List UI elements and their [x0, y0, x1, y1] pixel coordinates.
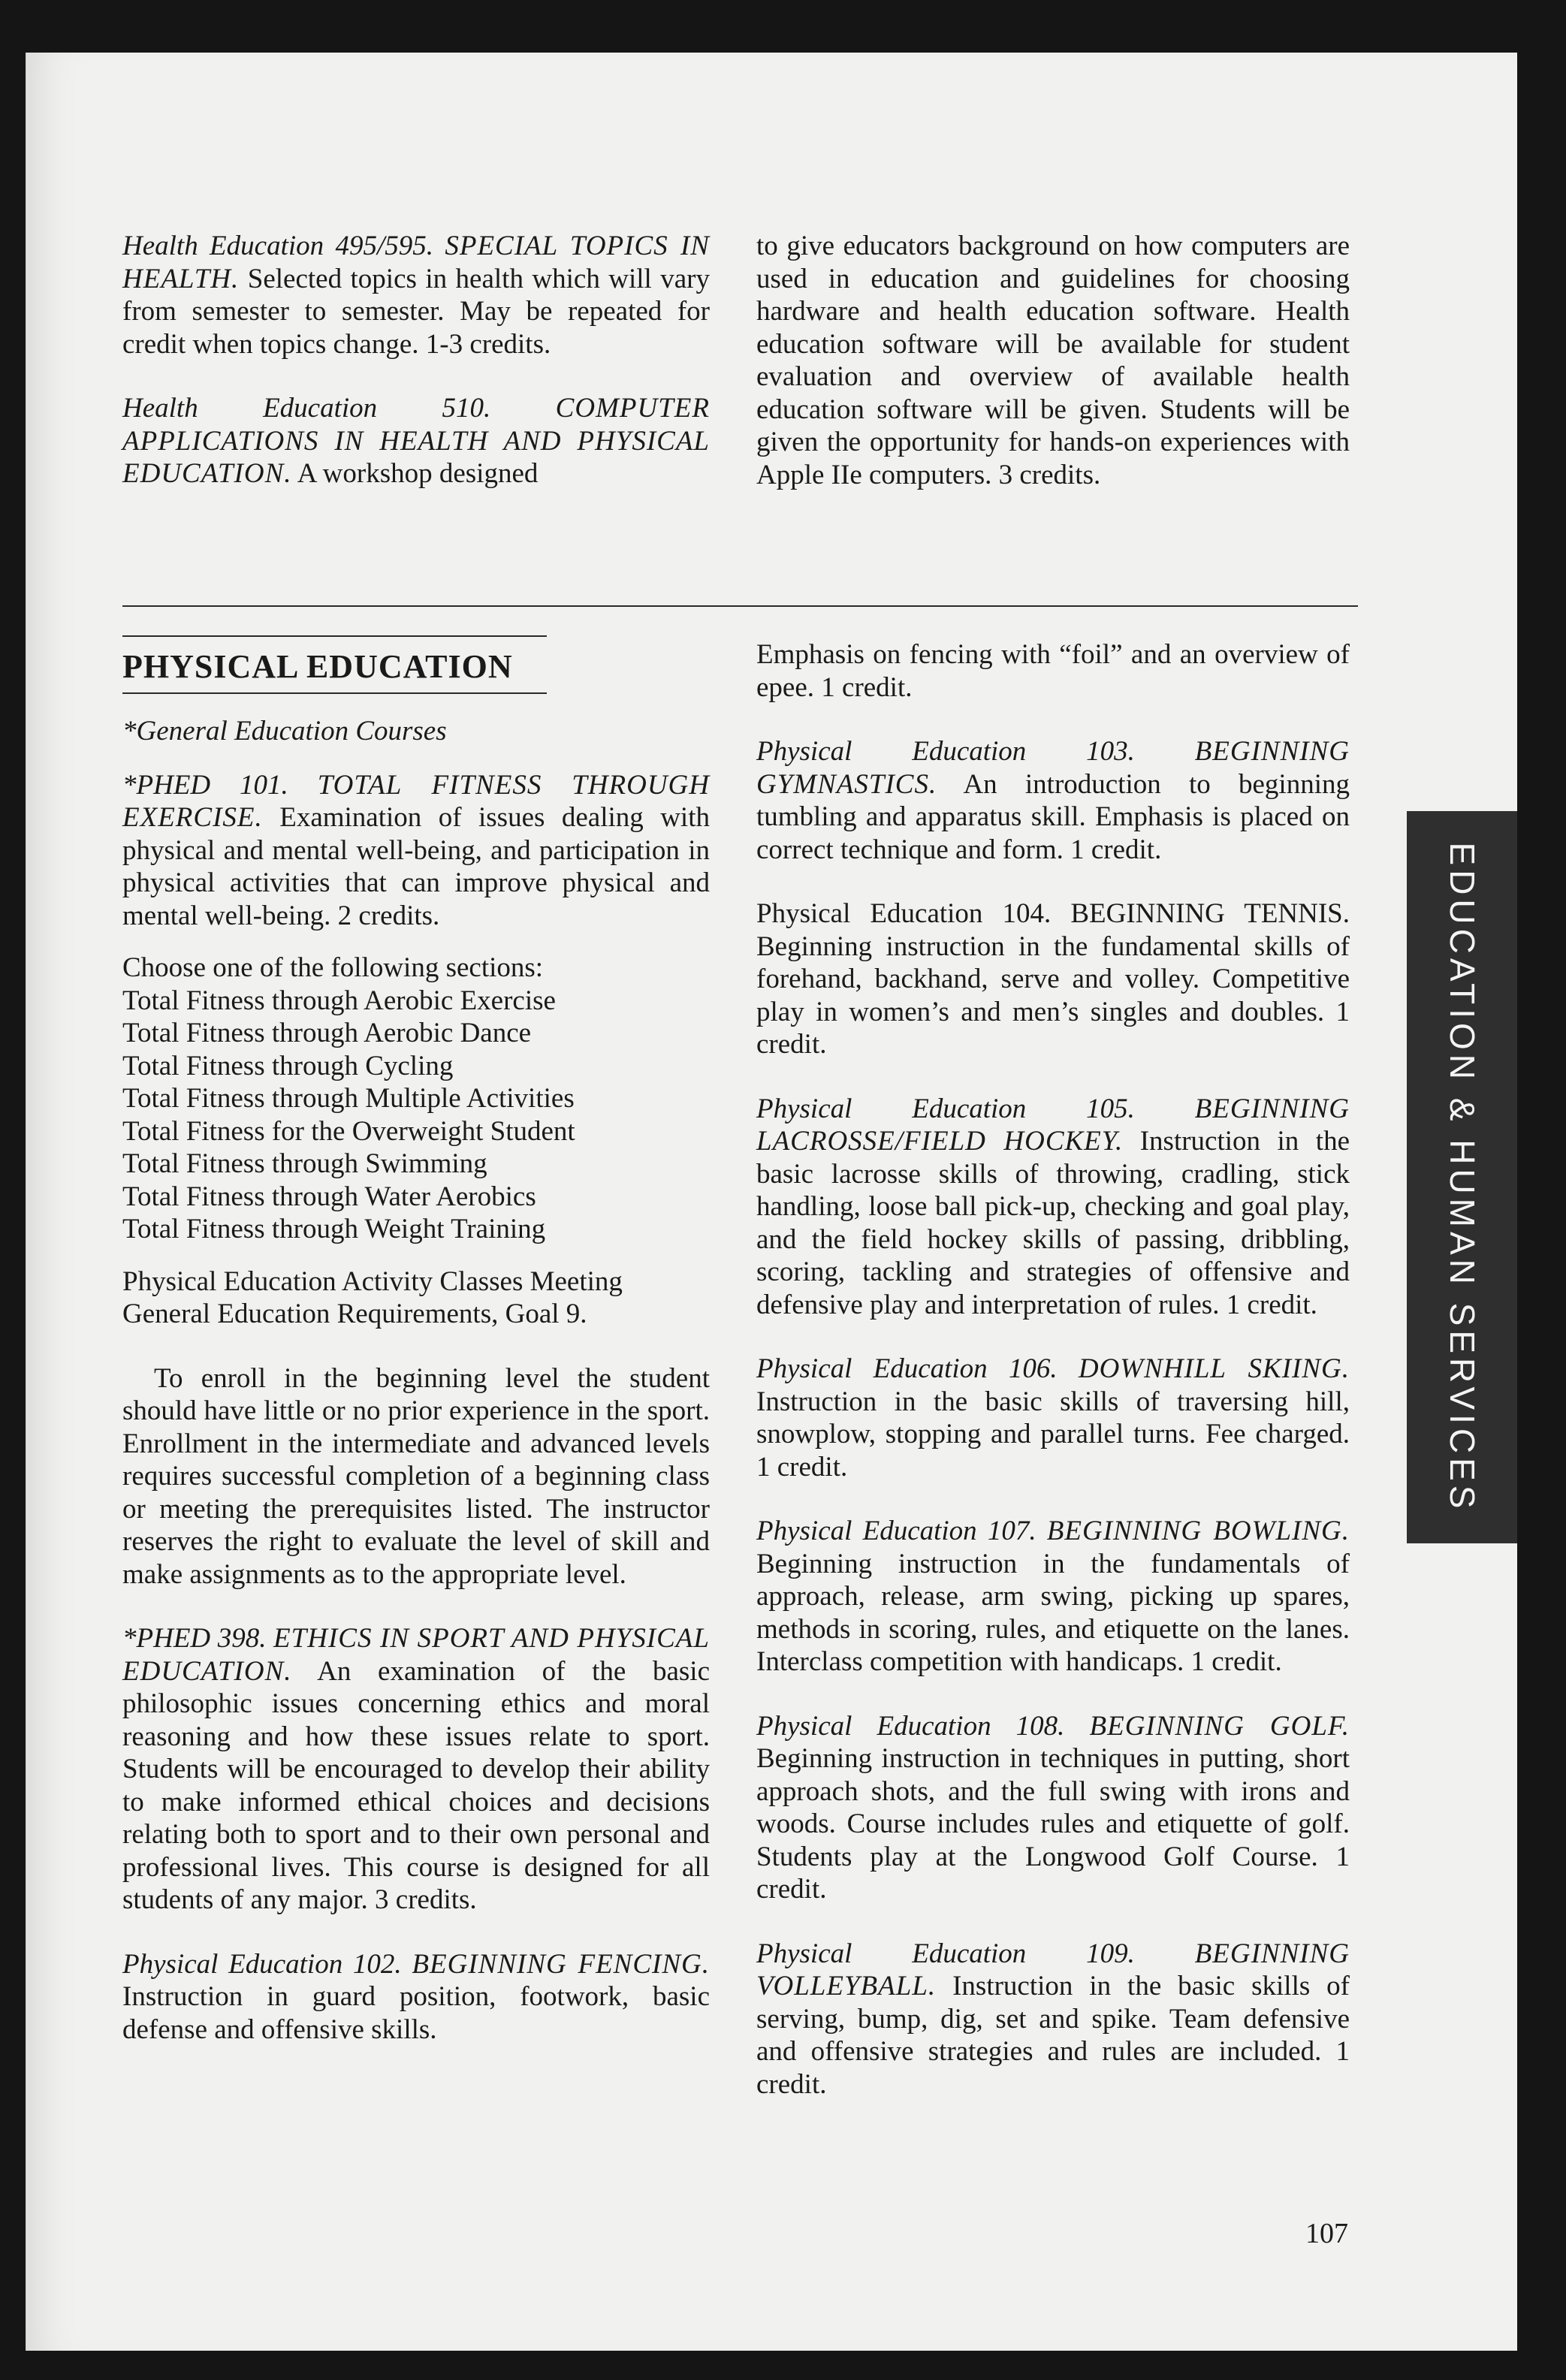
section-title: PHYSICAL EDUCATION	[122, 648, 513, 685]
course-number: Physical Education 106.	[756, 1353, 1058, 1384]
list-item: Total Fitness through Water Aerobics	[122, 1181, 536, 1212]
course-number: Physical Education 107.	[756, 1516, 1036, 1546]
course-title: BEGINNING GYMNASTICS.	[756, 736, 1350, 800]
course-title: TOTAL FITNESS THROUGH EXERCISE.	[122, 769, 710, 833]
course-entry-pe-108	[756, 1710, 1350, 1906]
course-title: DOWNHILL SKIING.	[1078, 1353, 1350, 1384]
course-entry-phed-398	[122, 1622, 710, 1917]
course-entry-pe-106	[756, 1353, 1350, 1483]
list-item: Total Fitness through Aerobic Exercise	[122, 985, 556, 1016]
course-number: Physical Education 102.	[122, 1948, 402, 1980]
list-item: Total Fitness for the Overweight Student	[122, 1115, 575, 1147]
course-number: Health Education 510.	[122, 393, 491, 424]
course-title: BEGINNING FENCING.	[412, 1948, 710, 1980]
course-entry-pe-105	[756, 1093, 1350, 1322]
bottom-left-column	[122, 605, 710, 2046]
course-entry-pe-107	[756, 1515, 1350, 1679]
top-left-column	[122, 230, 710, 522]
enrollment-note: To enroll in the beginning level the student should have little or no prior experience in the sport. Enrollment in the intermediate and advanced levels requires successful completion of a beginning class or meeting the prerequisites listed. The instructor reserves the right to evaluate the level of skill and make assignments as to the appropriate level.	[122, 1362, 710, 1590]
course-description: Examination of issues dealing with physical and mental well-being, and participation in physical activities that can improve physical and mental well-being. 2 credits.	[122, 802, 710, 931]
course-entry-hed-495	[122, 230, 710, 360]
course-description: An examination of the basic philosophic issues concerning ethics and moral reasoning and how these issues relate to sport. Students will be encouraged to develop their ability to make informed ethical choices and decisions relating both to sport and to their own personal and professional lives. This course is designed for all students of any major. 3 credits.	[122, 1655, 710, 1915]
heading-rule-bottom	[122, 692, 547, 694]
course-title: BEGINNING GOLF.	[1089, 1710, 1350, 1742]
course-number: *PHED 398.	[122, 1623, 267, 1654]
course-number: Health Education 495/595.	[122, 231, 434, 261]
course-number: Physical Education 109.	[756, 1938, 1135, 1969]
course-description: Beginning instruction in the fundamentals of approach, release, arm swing, picking up spares, methods in scoring, rules, and etiquette on the lanes. Interclass competition with handicaps. 1 credit.	[756, 1548, 1350, 1677]
section-options	[122, 952, 710, 1246]
list-item: Total Fitness through Cycling	[122, 1050, 454, 1081]
list-item: Total Fitness through Weight Training	[122, 1214, 546, 1244]
course-title: BEGINNING VOLLEYBALL.	[756, 1938, 1350, 2001]
course-description: Instruction in the basic skills of traversing hill, snowplow, stopping and parallel turns. Fee charged. 1 credit.	[756, 1386, 1350, 1483]
course-title: SPECIAL TOPICS IN HEALTH.	[122, 231, 710, 294]
course-number: Physical Education 105.	[756, 1093, 1135, 1124]
course-description: to give educators background on how computers are used in education and guidelines for choosing hardware and health education software. Health education software will be available for student evaluation and overview of available health education software will be given. Students will be given the opportunity for hands-on experiences with Apple IIe computers. 3 credits.	[756, 231, 1350, 490]
top-right-column	[756, 230, 1350, 523]
course-description: Selected topics in health which will vary from semester to semester. May be repeated for credit when topics change. 1-3 credits.	[122, 263, 710, 360]
list-item: Total Fitness through Swimming	[122, 1148, 487, 1179]
catalog-page	[26, 53, 1517, 2351]
course-entry-hed-510	[122, 392, 710, 490]
list-item: Total Fitness through Multiple Activities	[122, 1083, 575, 1114]
section-side-tab	[1407, 811, 1517, 1543]
course-title: ETHICS IN SPORT AND PHYSICAL EDUCATION.	[122, 1623, 710, 1687]
course-description: Beginning instruction in the fundamental skills of forehand, backhand, serve and volley. Competitive play in women’s and men’s singles and doubles. 1 credit.	[756, 931, 1350, 1060]
activity-classes-note: Physical Education Activity Classes Meeting General Education Requirements, Goal 9.	[122, 1265, 623, 1329]
course-title: BEGINNING TENNIS.	[1070, 898, 1350, 929]
side-tab-label: EDUCATION & HUMAN SERVICES	[1442, 842, 1482, 1513]
heading-rule-top	[122, 635, 547, 637]
course-entry-pe-103	[756, 735, 1350, 866]
course-title: COMPUTER APPLICATIONS IN HEALTH AND PHYSICAL EDUCATION.	[122, 393, 710, 489]
course-description: Instruction in guard position, footwork, basic defense and offensive skills.	[122, 1981, 710, 2045]
course-entry-hed-510-continued	[756, 230, 1350, 491]
course-entry-pe-109	[756, 1938, 1350, 2101]
course-entry-pe-104	[756, 897, 1350, 1061]
course-title: BEGINNING BOWLING.	[1046, 1516, 1350, 1546]
course-description: Beginning instruction in techniques in putting, short approach shots, and the full swing with irons and woods. Course includes rules and etiquette of golf. Students play at the Longwood Golf Course. 1 credit.	[756, 1743, 1350, 1905]
course-description: An introduction to beginning tumbling and apparatus skill. Emphasis is placed on correct technique and form. 1 credit.	[756, 768, 1350, 865]
course-entry-pe-102	[122, 1948, 710, 2047]
course-number: Physical Education 108.	[756, 1710, 1065, 1742]
page-number: 107	[1305, 2218, 1348, 2249]
course-entry-phed-101	[122, 769, 710, 933]
section-heading	[122, 635, 710, 694]
gen-ed-note: *General Education Courses	[122, 716, 447, 747]
course-description: Instruction in the basic lacrosse skills of throwing, cradling, stick handling, loose ball pick-up, checking and goal play, and the field hockey skills of passing, dribbling, scoring, tackling and strategies of offensive and defensive play and interpretation of rules. 1 credit.	[756, 1126, 1350, 1320]
course-description: Instruction in the basic skills of serving, bump, dig, set and spike. Team defensive and offensive strategies and rules are included. 1 credit.	[756, 1971, 1350, 2100]
course-number: Physical Education 103.	[756, 736, 1135, 767]
bottom-right-column	[756, 638, 1350, 2101]
course-description: A workshop designed	[297, 458, 539, 489]
course-entry-pe-102-continued: Emphasis on fencing with “foil” and an overview of epee. 1 credit.	[756, 639, 1350, 703]
section-options-intro: Choose one of the following sections:	[122, 952, 544, 983]
course-number: Physical Education 104.	[756, 898, 1052, 929]
list-item: Total Fitness through Aerobic Dance	[122, 1018, 532, 1048]
course-number: *PHED 101.	[122, 769, 288, 801]
course-title: BEGINNING LACROSSE/FIELD HOCKEY.	[756, 1093, 1350, 1157]
